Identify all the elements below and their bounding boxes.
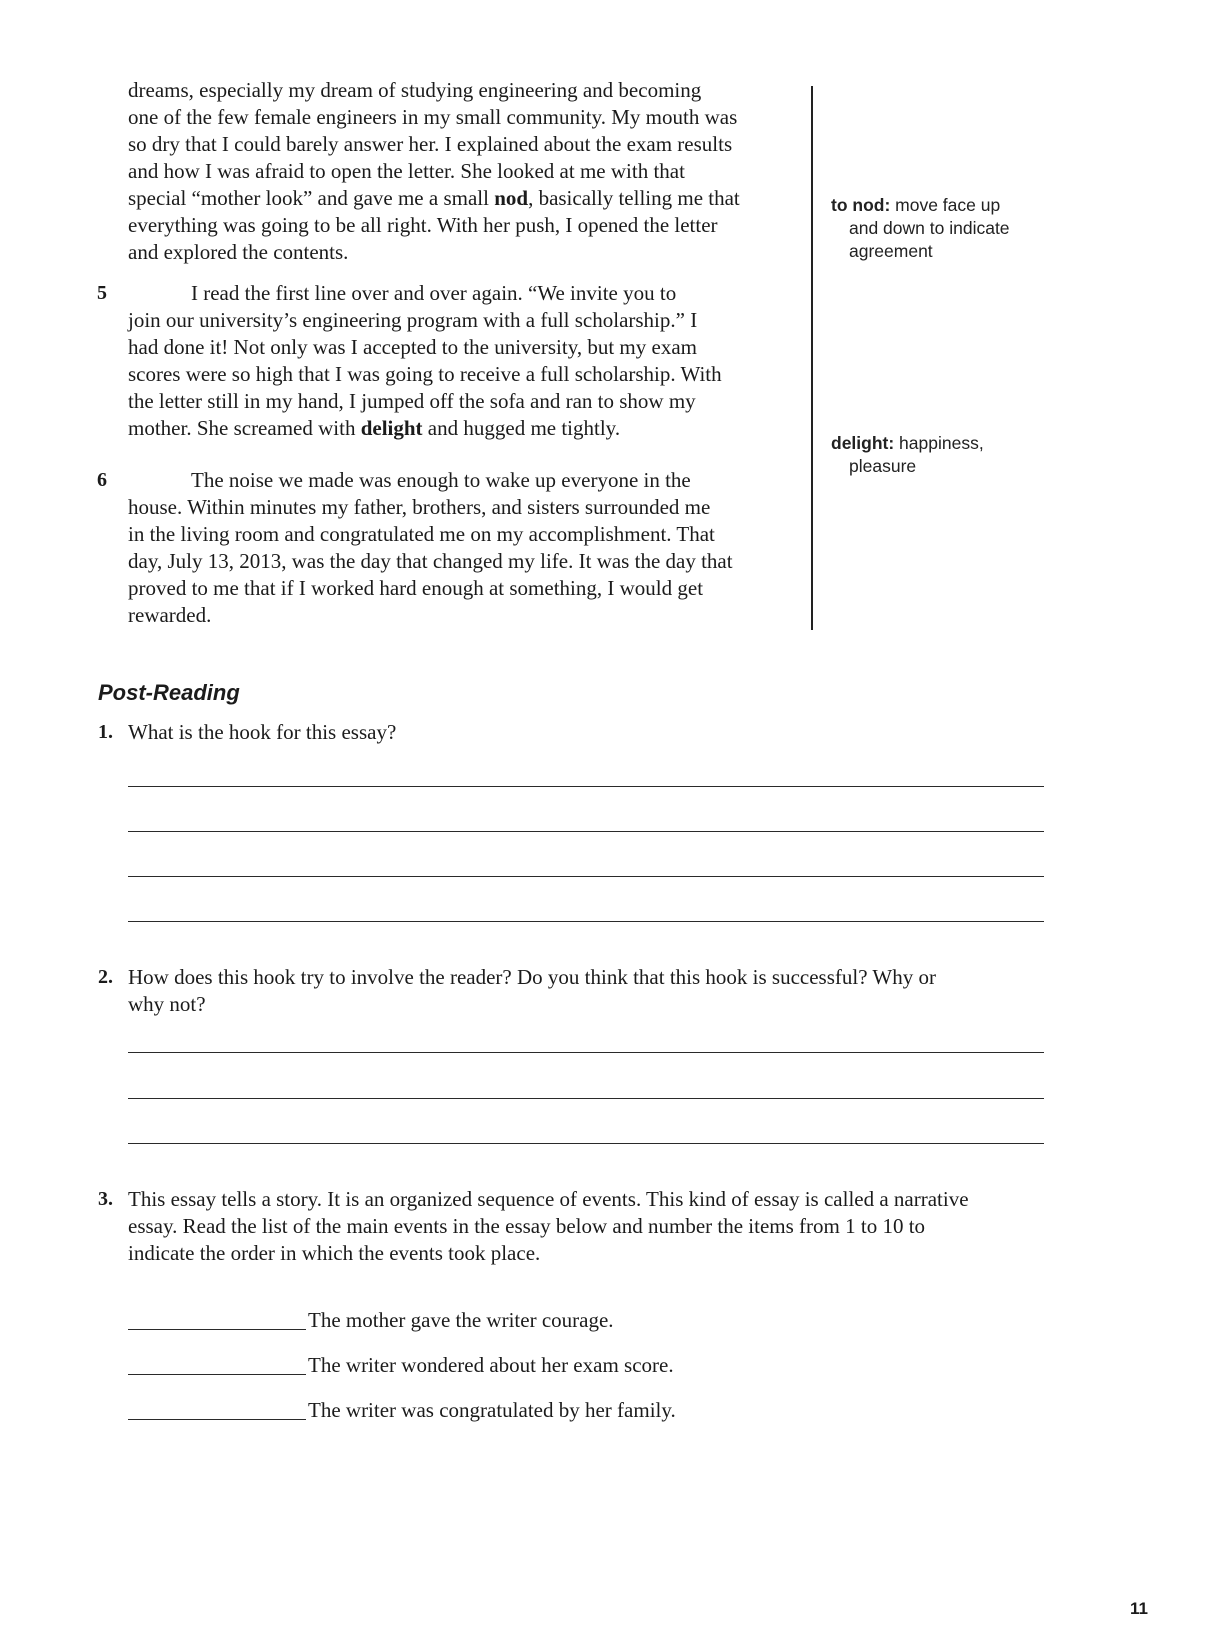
answer-line[interactable] [128,921,1044,922]
question-3-text [128,1186,1028,1267]
text-segment: special “mother look” and gave me a small [128,186,495,210]
text-line: day, July 13, 2013, was the day that changed my life. It was the day that [128,549,733,573]
text-segment: , basically telling me that [528,186,740,210]
order-blank[interactable] [128,1419,306,1420]
paragraph-number: 6 [97,469,107,491]
question-2-text [128,964,1028,1018]
glossary-entry-nod [831,194,1061,263]
text-line: house. Within minutes my father, brothers, and sisters surrounded me [128,495,711,519]
event-text: The writer wondered about her exam score. [308,1353,674,1377]
text-line: and how I was afraid to open the letter. She looked at me with that [128,159,685,183]
page-number: 11 [1130,1599,1148,1618]
question-number: 1. [98,721,113,743]
text-line: and explored the contents. [128,240,349,264]
answer-line[interactable] [128,876,1044,877]
question-number: 3. [98,1188,113,1210]
text-line: dreams, especially my dream of studying engineering and becoming [128,78,702,102]
paragraph-4 [128,77,783,266]
answer-line[interactable] [128,1143,1044,1144]
vocab-word-delight: delight [360,416,423,440]
text-line: The noise we made was enough to wake up everyone in the [191,468,691,492]
text-line: proved to me that if I worked hard enough at something, I would get [128,576,704,600]
text-line: so dry that I could barely answer her. I explained about the exam results [128,132,733,156]
answer-line[interactable] [128,831,1044,832]
answer-line[interactable] [128,1052,1044,1053]
glossary-definition: happiness, [894,433,984,453]
reading-passage [0,0,1210,660]
text-line: why not? [128,992,206,1016]
order-blank[interactable] [128,1329,306,1330]
paragraph-6 [128,467,783,629]
event-text: The mother gave the writer courage. [308,1308,614,1332]
margin-divider [811,86,813,630]
question-1-text [128,719,1028,746]
text-line: scores were so high that I was going to receive a full scholarship. With [128,362,722,386]
section-title: Post-Reading [98,680,240,705]
glossary-definition: and down to indicate [849,218,1010,238]
text-line: one of the few female engineers in my small community. My mouth was [128,105,738,129]
text-line: essay. Read the list of the main events in the essay below and number the items from 1 to 10 to [128,1214,926,1238]
text-line: This essay tells a story. It is an organized sequence of events. This kind of essay is called a narrative [128,1187,969,1211]
text-segment: mother. She screamed with [128,416,361,440]
text-line: I read the first line over and over again. “We invite you to [191,281,677,305]
text-line [128,185,783,212]
text-line: everything was going to be all right. With her push, I opened the letter [128,213,718,237]
answer-line[interactable] [128,1098,1044,1099]
text-line [128,415,783,442]
answer-line[interactable] [128,786,1044,787]
paragraph-number: 5 [97,282,107,304]
event-text: The writer was congratulated by her family. [308,1398,676,1422]
paragraph-5 [128,280,783,442]
text-line: join our university’s engineering program with a full scholarship.” I [128,308,698,332]
glossary-term: delight: [831,433,895,453]
text-line: What is the hook for this essay? [128,720,397,744]
text-segment: and hugged me tightly. [422,416,621,440]
order-blank[interactable] [128,1374,306,1375]
glossary-entry-delight [831,432,1061,478]
question-number: 2. [98,966,113,988]
text-line: How does this hook try to involve the reader? Do you think that this hook is successful? Why or [128,965,936,989]
glossary-definition: agreement [849,241,933,261]
text-line: the letter still in my hand, I jumped off the sofa and ran to show my [128,389,696,413]
vocab-word-nod: nod [494,186,529,210]
glossary-term: to nod: [831,195,891,215]
text-line: had done it! Not only was I accepted to the university, but my exam [128,335,697,359]
text-line: rewarded. [128,603,212,627]
text-line: indicate the order in which the events took place. [128,1241,541,1265]
glossary-definition: move face up [890,195,1001,215]
glossary-definition: pleasure [849,456,917,476]
text-line: in the living room and congratulated me on my accomplishment. That [128,522,715,546]
